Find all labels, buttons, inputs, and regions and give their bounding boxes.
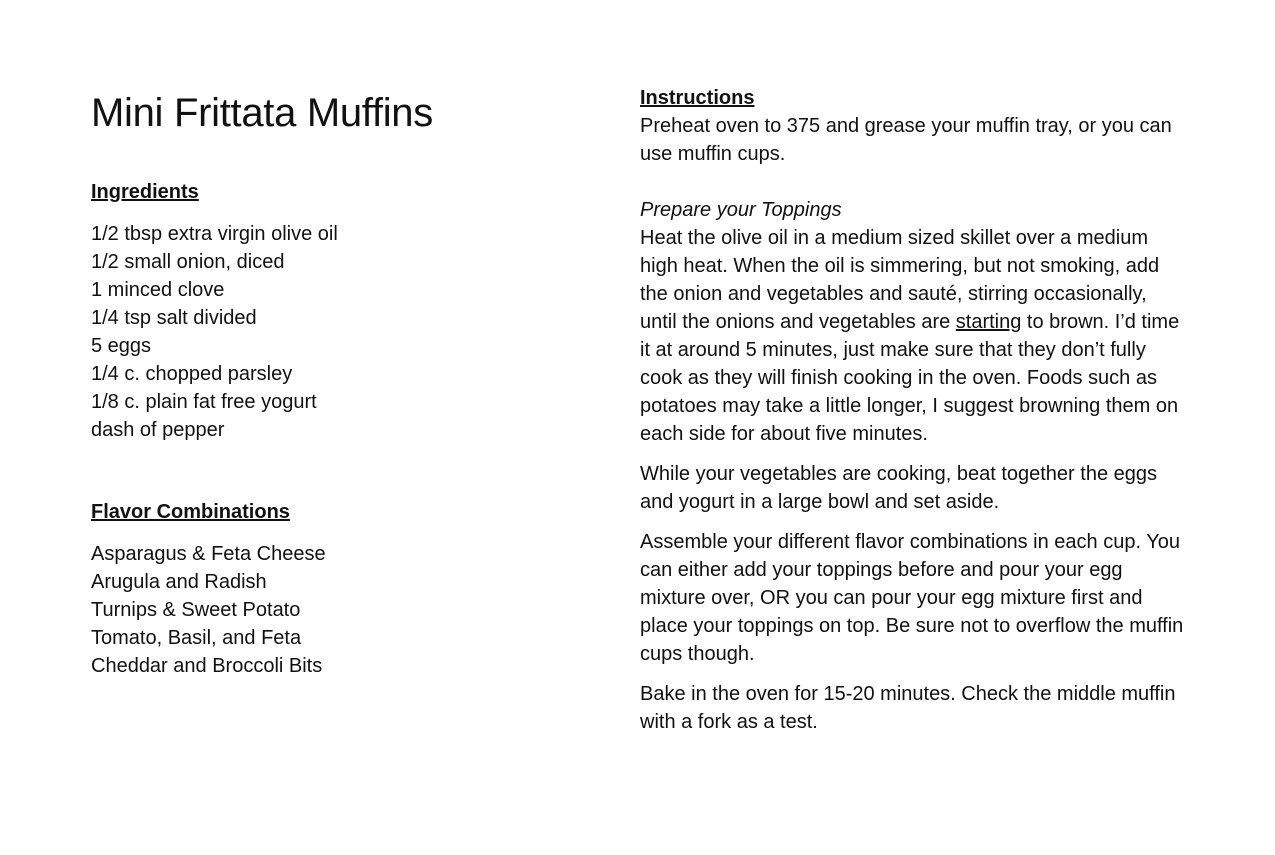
left-column — [91, 88, 551, 680]
ingredient-item: 1 minced clove — [91, 279, 225, 301]
instructions-heading: Instructions — [640, 87, 755, 109]
flavor-combinations-list — [91, 540, 551, 680]
ingredient-item: 1/2 small onion, diced — [91, 251, 285, 273]
recipe-title: Mini Frittata Muffins — [91, 91, 433, 135]
ingredient-item: 1/8 c. plain fat free yogurt — [91, 391, 317, 413]
ingredients-heading: Ingredients — [91, 181, 199, 203]
flavor-item: Cheddar and Broccoli Bits — [91, 655, 323, 677]
toppings-text-before: Heat the olive oil in a medium sized skillet over a medium high heat. When the oil is simmering, but not smoking, add the onion and vegetables and sauté, stirring occasionally, until the onions and vegetables are — [640, 227, 1160, 333]
ingredient-item: 1/4 c. chopped parsley — [91, 363, 293, 385]
flavor-item: Tomato, Basil, and Feta — [91, 627, 302, 649]
ingredient-item: 1/2 tbsp extra virgin olive oil — [91, 223, 338, 245]
ingredient-item: dash of pepper — [91, 419, 225, 441]
instructions-intro: Preheat oven to 375 and grease your muffin tray, or you can use muffin cups. — [640, 115, 1172, 165]
right-column — [640, 84, 1200, 736]
flavor-combinations-heading: Flavor Combinations — [91, 501, 290, 523]
assemble-paragraph: Assemble your different flavor combinations in each cup. You can either add your toppings before and pour your egg mixture over, OR you can pour your egg mixture first and place your toppings on top. Be sure not to overflow the muffin cups though. — [640, 531, 1184, 665]
toppings-text-after: to brown. I’d time it at around 5 minutes, just make sure that they don’t fully cook as they will finish cooking in the oven. Foods such as potatoes may take a little longer, I suggest browning them on each side for about five minutes. — [640, 311, 1180, 445]
beat-paragraph: While your vegetables are cooking, beat together the eggs and yogurt in a large bowl and set aside. — [640, 463, 1157, 513]
ingredients-list — [91, 220, 551, 444]
toppings-underlined-word: starting — [955, 311, 1022, 333]
toppings-subheading: Prepare your Toppings — [640, 199, 842, 221]
ingredient-item: 1/4 tsp salt divided — [91, 307, 257, 329]
flavor-item: Arugula and Radish — [91, 571, 267, 593]
ingredient-item: 5 eggs — [91, 335, 152, 357]
flavor-item: Turnips & Sweet Potato — [91, 599, 301, 621]
flavor-item: Asparagus & Feta Cheese — [91, 543, 326, 565]
bake-paragraph: Bake in the oven for 15-20 minutes. Check the middle muffin with a fork as a test. — [640, 683, 1176, 733]
toppings-paragraph — [640, 224, 1185, 448]
